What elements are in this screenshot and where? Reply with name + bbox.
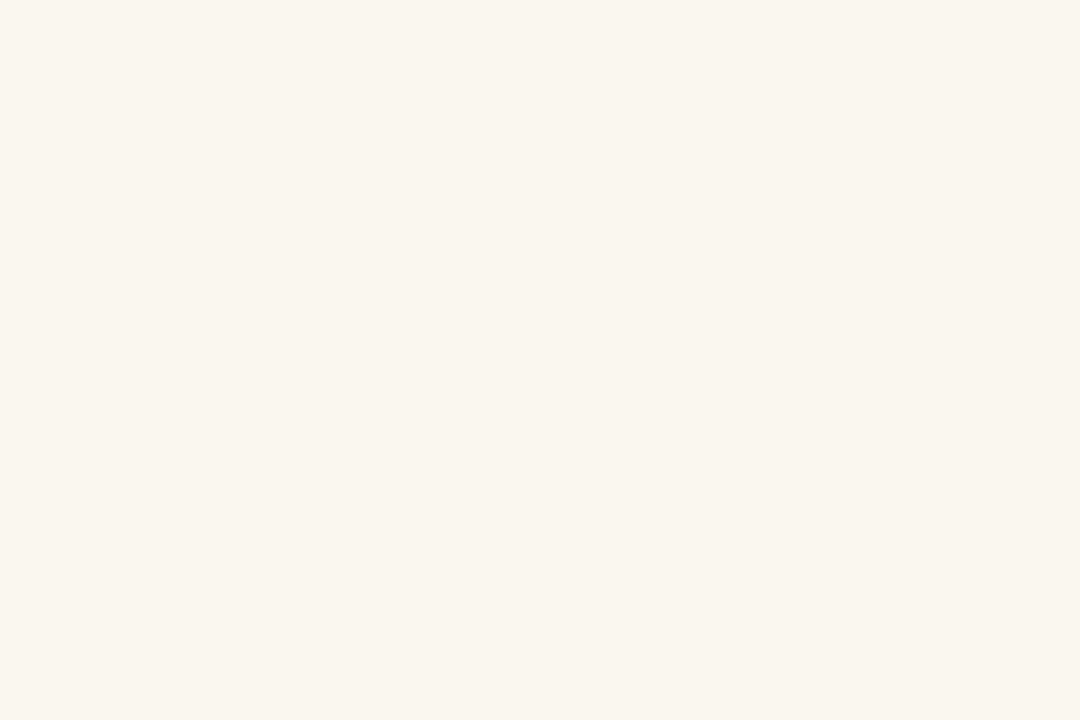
factor-chart-section [42, 439, 524, 455]
reform-chart-section [556, 439, 1034, 455]
